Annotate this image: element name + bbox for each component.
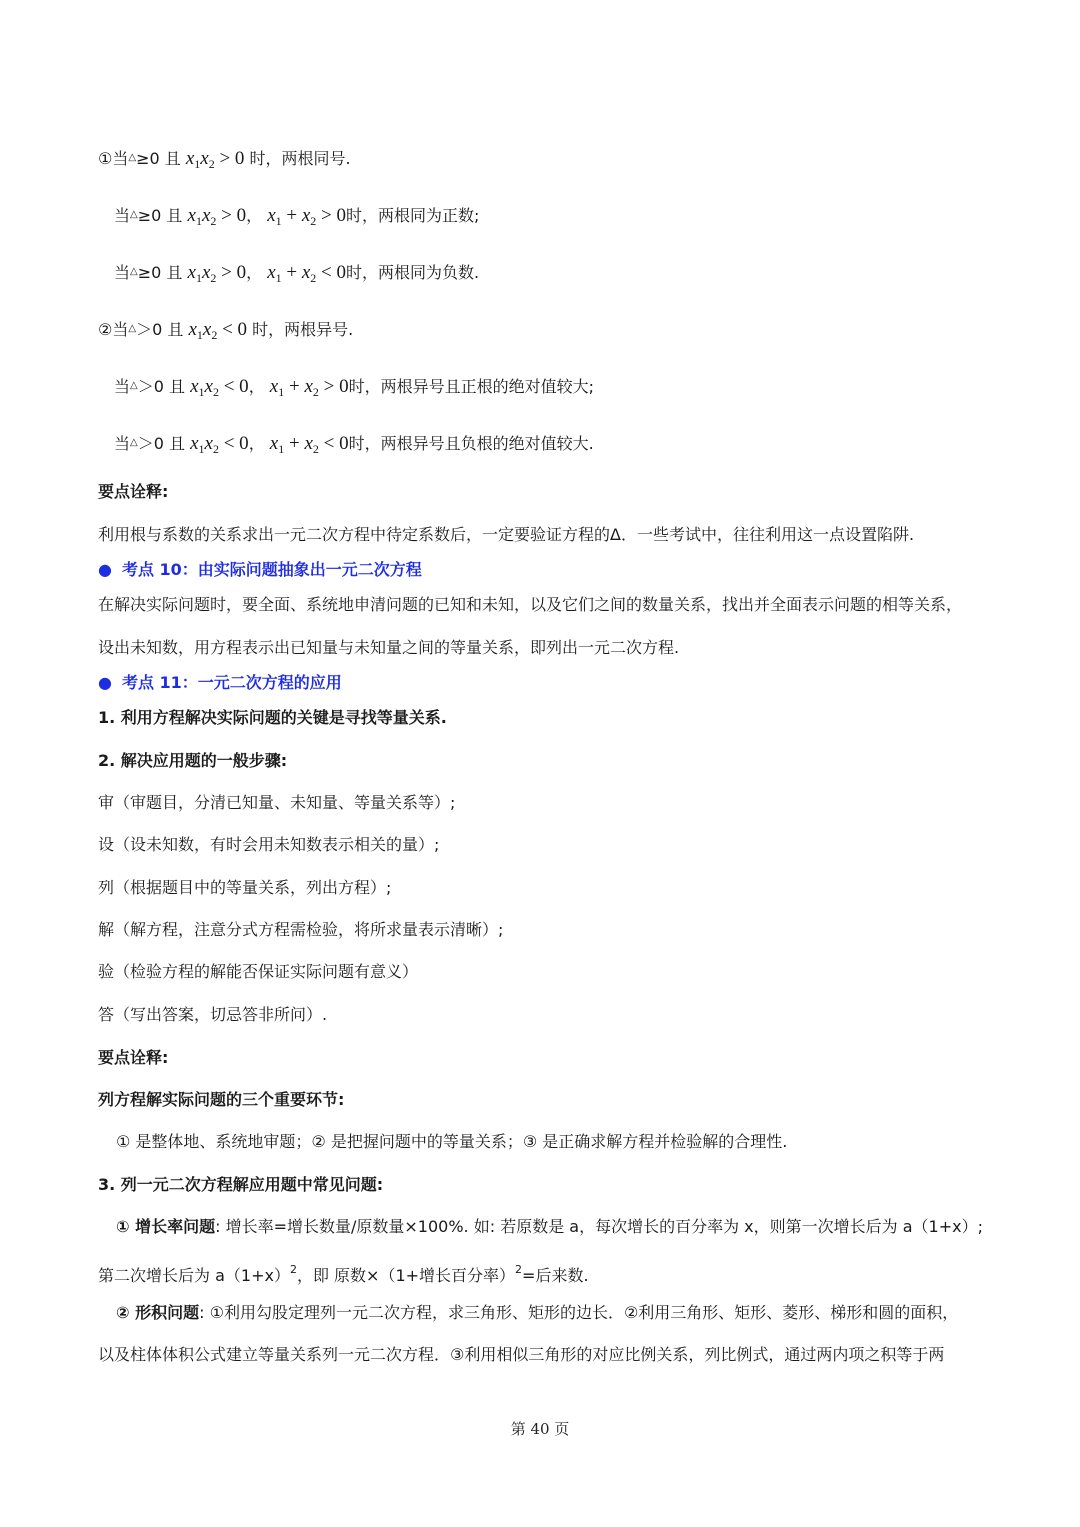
page-number: 第 40 页 <box>510 1420 570 1438</box>
growth-problem: ① 增长率问题: 增长率=增长数量/原数量×100%. 如: 若原数是 a，每次增长的百分率为 x，则第一次增长后为 a（1+x）; <box>116 1217 983 1236</box>
step-item: 设（设未知数，有时会用未知数表示相关的量）; <box>98 835 440 854</box>
condition-line: ②当△＞0 且 $x_1x_2 < 0$ 时，两根异号. <box>98 319 354 342</box>
step-item: 审（审题目，分清已知量、未知量、等量关系等）; <box>98 793 456 812</box>
area-problem-cont: 以及柱体体积公式建立等量关系列一元二次方程．③利用相似三角形的对应比例关系，列比例式，通过两内项之积等于两 <box>98 1345 945 1364</box>
step-item: 解（解方程，注意分式方程需检验，将所求量表示清晰）; <box>98 920 504 939</box>
note-subheading: 列方程解实际问题的三个重要环节: <box>98 1090 345 1109</box>
area-problem: ② 形积问题: ①利用勾股定理列一元二次方程，求三角形、矩形的边长．②利用三角形、矩形、菱形、梯形和圆的面积， <box>116 1303 959 1322</box>
step-item: 列（根据题目中的等量关系，列出方程）; <box>98 878 392 897</box>
paragraph: 设出未知数，用方程表示出已知量与未知量之间的等量关系，即列出一元二次方程. <box>98 638 680 657</box>
condition-line: 当△≥0 且 $x_1x_2 > 0$， $x_1 + x_2 > 0$时，两根同为正数; <box>114 205 480 228</box>
list-item: 2. 解决应用题的一般步骤: <box>98 751 288 770</box>
section-heading: ● 考点 10：由实际问题抽象出一元二次方程 <box>98 560 422 579</box>
condition-line: 当△≥0 且 $x_1x_2 > 0$， $x_1 + x_2 < 0$时，两根同为负数. <box>114 262 480 285</box>
paragraph: 在解决实际问题时，要全面、系统地申清问题的已知和未知，以及它们之间的数量关系，找出并全面表示问题的相等关系， <box>98 595 963 614</box>
note-heading: 要点诠释: <box>98 1048 169 1067</box>
condition-line: 当△＞0 且 $x_1x_2 < 0$， $x_1 + x_2 < 0$时，两根异号且负根的绝对值较大. <box>114 433 594 456</box>
step-item: 验（检验方程的解能否保证实际问题有意义） <box>98 962 419 981</box>
condition-line: ①当△≥0 且 $x_1x_2 > 0$ 时，两根同号. <box>98 148 351 171</box>
step-item: 答（写出答案，切忌答非所问）. <box>98 1005 328 1024</box>
list-item: 1. 利用方程解决实际问题的关键是寻找等量关系. <box>98 708 447 727</box>
list-item: 3. 列一元二次方程解应用题中常见问题: <box>98 1175 384 1194</box>
math-expression: $x_1x_2 > 0$ <box>185 148 245 171</box>
note-text: 利用根与系数的关系求出一元二次方程中待定系数后，一定要验证方程的Δ．一些考试中，往往利用这一点设置陷阱. <box>98 525 915 544</box>
growth-problem-cont: 第二次增长后为 $a(1+x)^2$，即 原数×（1+增长百分率）$^2$=后来数. <box>98 1263 589 1285</box>
note-text: ① 是整体地、系统地审题；② 是把握问题中的等量关系；③ 是正确求解方程并检验解的合理性. <box>116 1132 788 1151</box>
note-heading: 要点诠释: <box>98 482 169 501</box>
section-heading: ● 考点 11：一元二次方程的应用 <box>98 673 342 692</box>
condition-line: 当△＞0 且 $x_1x_2 < 0$， $x_1 + x_2 > 0$时，两根异号且正根的绝对值较大; <box>114 376 594 399</box>
